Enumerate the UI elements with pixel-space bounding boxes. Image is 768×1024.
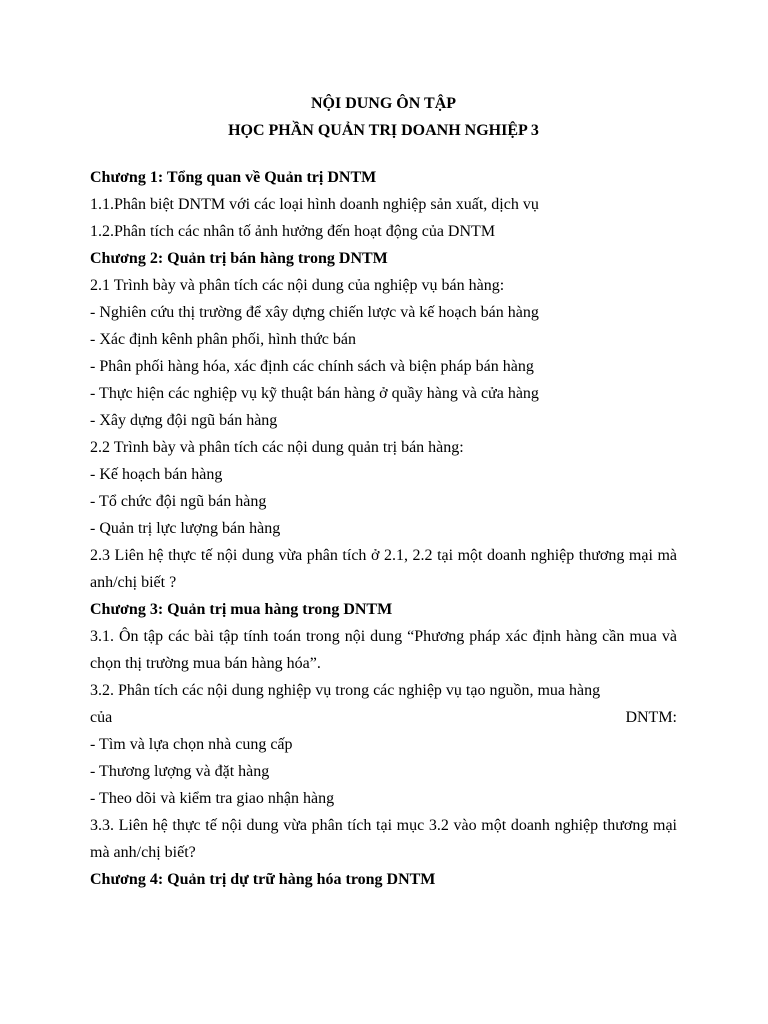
list-item: - Kế hoạch bán hàng	[90, 466, 223, 483]
list-item: - Tìm và lựa chọn nhà cung cấp	[90, 736, 293, 753]
paragraph-3-2: 3.2. Phân tích các nội dung nghiệp vụ trong các nghiệp vụ tạo nguồn, mua hàng	[90, 682, 601, 699]
paragraph-2-3: 2.3 Liên hệ thực tế nội dung vừa phân tích ở 2.1, 2.2 tại một doanh nghiệp thương mại mà anh/chị biết ?	[90, 547, 677, 591]
list-item: - Xây dựng đội ngũ bán hàng	[90, 412, 278, 429]
paragraph-3-2-right: DNTM:	[625, 709, 677, 726]
list-item: - Nghiên cứu thị trường để xây dựng chiến lược và kế hoạch bán hàng	[90, 304, 539, 321]
chapter-1-heading: Chương 1: Tổng quan về Quản trị DNTM	[90, 169, 377, 186]
list-item: - Theo dõi và kiểm tra giao nhận hàng	[90, 790, 335, 807]
chapter-2-heading: Chương 2: Quản trị bán hàng trong DNTM	[90, 250, 388, 267]
list-item: 1.2.Phân tích các nhân tố ảnh hưởng đến hoạt động của DNTM	[90, 223, 496, 240]
list-item: - Phân phối hàng hóa, xác định các chính sách và biện pháp bán hàng	[90, 358, 534, 375]
list-item: - Quản trị lực lượng bán hàng	[90, 520, 281, 537]
paragraph-3-2-left: của	[90, 709, 113, 726]
paragraph-3-2-continuation	[90, 704, 677, 731]
document-title: NỘI DUNG ÔN TẬP	[310, 95, 457, 112]
list-item: - Thương lượng và đặt hàng	[90, 763, 270, 780]
list-item: 2.2 Trình bày và phân tích các nội dung quản trị bán hàng:	[90, 439, 464, 456]
list-item: - Tổ chức đội ngũ bán hàng	[90, 493, 267, 510]
document-subtitle: HỌC PHẦN QUẢN TRỊ DOANH NGHIỆP 3	[228, 122, 539, 139]
paragraph-3-1: 3.1. Ôn tập các bài tập tính toán trong nội dung “Phương pháp xác định hàng cần mua và chọn thị trường mua bán hàng hóa”.	[90, 628, 677, 672]
document-page	[90, 90, 677, 893]
list-item: 2.1 Trình bày và phân tích các nội dung của nghiệp vụ bán hàng:	[90, 277, 505, 294]
chapter-3-heading: Chương 3: Quản trị mua hàng trong DNTM	[90, 601, 393, 618]
list-item: - Thực hiện các nghiệp vụ kỹ thuật bán hàng ở quầy hàng và cửa hàng	[90, 385, 539, 402]
list-item: 1.1.Phân biệt DNTM với các loại hình doanh nghiệp sản xuất, dịch vụ	[90, 196, 539, 213]
chapter-4-heading: Chương 4: Quản trị dự trữ hàng hóa trong DNTM	[90, 871, 436, 888]
list-item: - Xác định kênh phân phối, hình thức bán	[90, 331, 356, 348]
paragraph-3-3: 3.3. Liên hệ thực tế nội dung vừa phân tích tại mục 3.2 vào một doanh nghiệp thương mại mà anh/chị biết?	[90, 817, 677, 861]
